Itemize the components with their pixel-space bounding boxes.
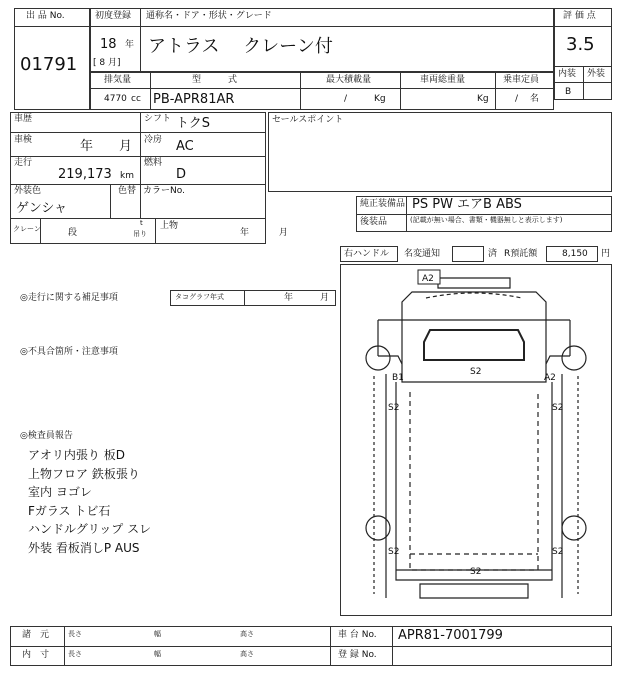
dims-width: 幅 (154, 650, 161, 658)
model-name: アトラス クレーン付 (148, 36, 333, 57)
aftermarket-label: 後装品 (360, 217, 388, 227)
capacity-unit: / 名 (515, 94, 539, 104)
tacho-label: タコグラフ年式 (175, 293, 224, 301)
reg-label: 初度登録 (95, 11, 132, 21)
std-equip-value: PS PW エアB ABS (412, 197, 522, 212)
reg-year: 18 (100, 37, 117, 52)
aircon-value: AC (176, 139, 194, 154)
defects-label: ◎不具合箇所・注意事項 (20, 347, 118, 357)
name-change-box (452, 246, 484, 262)
shift-label: シフト (144, 114, 172, 124)
crane-hook: 吊り (133, 230, 147, 238)
report-line: 室内 ヨゴレ (28, 485, 92, 499)
exterior-label: 外装 (587, 69, 606, 79)
fuel-label: 燃料 (144, 158, 163, 168)
damage-mark-s2-right-rear: S2 (552, 547, 564, 557)
maxload-label: 最大積載量 (326, 75, 372, 85)
displacement-label: 排気量 (104, 75, 132, 85)
inspection-value: 年 月 (80, 139, 133, 154)
score-value: 3.5 (566, 34, 595, 55)
spec-length: 長さ (68, 630, 82, 638)
aircon-label: 冷房 (144, 135, 163, 145)
reg-no-label: 登 録 No. (338, 650, 377, 660)
km-unit: km (120, 171, 134, 181)
lot-no: 01791 (20, 54, 78, 75)
cc-unit: cc (131, 94, 141, 104)
report-line: 外装 看板消しP AUS (28, 540, 140, 555)
spec-label: 諸 元 (22, 630, 50, 640)
recycle-mark: 済 (488, 249, 498, 259)
yen-unit: 円 (601, 249, 611, 259)
report-line: 上物フロア 鉄板張り (28, 466, 140, 481)
score-label: 評 価 点 (563, 11, 596, 21)
ext-color-value: ゲンシャ (16, 201, 68, 216)
damage-diagram (340, 264, 612, 616)
crane-stage: 段 (68, 228, 78, 238)
damage-mark-a2-right: A2 (544, 373, 556, 383)
damage-mark-s2-left: S2 (388, 403, 400, 413)
report-line: Fガラス トビ石 (28, 503, 111, 518)
damage-mark-a2-front: A2 (422, 274, 434, 284)
damage-mark-s2-rear: S2 (470, 567, 482, 577)
mileage-value: 219,173 (58, 167, 112, 182)
displacement: 4770 (104, 94, 127, 104)
crane-label: クレーン (13, 225, 41, 233)
lot-no-label: 出 品 No. (26, 11, 65, 21)
upper-label: 上物 (160, 221, 179, 231)
inspection-label: 車検 (14, 135, 33, 145)
recycle-amount: 8,150 (562, 249, 588, 259)
rhd-label: 右ハンドル (344, 249, 390, 259)
spec-height: 高さ (240, 630, 254, 638)
inspector-report-label: ◎検査員報告 (20, 431, 73, 441)
name-label: 通称名・ドア・形状・グレード (146, 11, 272, 21)
dims-height: 高さ (240, 650, 254, 658)
driving-notes-label: ◎走行に関する補足事項 (20, 293, 118, 303)
fuel-value: D (176, 167, 187, 182)
report-line: ハンドルグリップ スレ (28, 522, 152, 536)
inspector-report (28, 446, 151, 557)
gross-label: 車両総重量 (420, 75, 466, 85)
maxload-unit: / Kg (344, 94, 386, 104)
color-no-label: カラーNo. (143, 186, 185, 196)
reg-year-unit: 年 (125, 40, 135, 50)
reg-month: [ 8 月] (93, 58, 121, 68)
color-change-label: 色替 (118, 186, 137, 196)
tacho-value: 年 月 (284, 293, 330, 303)
report-line: アオリ内張り 板D (28, 448, 125, 462)
interior-label: 内装 (558, 69, 577, 79)
damage-mark-s2-cab: S2 (470, 367, 482, 377)
recycle-label: R預託額 (504, 249, 538, 259)
dims-label: 内 寸 (22, 650, 50, 660)
capacity-label: 乗車定員 (503, 75, 540, 85)
std-equip-label: 純正装備品 (360, 199, 406, 209)
gross-unit: Kg (477, 94, 489, 104)
crane-ton: t (140, 219, 143, 227)
chassis-no: APR81-7001799 (398, 628, 503, 643)
spec-width: 幅 (154, 630, 161, 638)
damage-mark-s2-right: S2 (552, 403, 564, 413)
mileage-label: 走行 (14, 158, 33, 168)
interior-grade: B (565, 87, 572, 97)
damage-mark-b1: B1 (392, 373, 404, 383)
upper-value: 年 月 (240, 228, 288, 238)
model-type: PB-APR81AR (153, 92, 235, 107)
ext-color-label: 外装色 (14, 186, 42, 196)
damage-mark-s2-left-rear: S2 (388, 547, 400, 557)
aftermarket-note: (記載が無い場合、書類・機器無しと表示します) (410, 216, 563, 224)
dims-length: 長さ (68, 650, 82, 658)
chassis-label: 車 台 No. (338, 630, 377, 640)
sales-point-label: セールスポイント (272, 115, 344, 125)
history-label: 車歴 (14, 114, 33, 124)
type-label: 型 式 (192, 75, 238, 85)
shift-value: トクS (176, 116, 210, 131)
name-change-label: 名変通知 (404, 249, 441, 259)
